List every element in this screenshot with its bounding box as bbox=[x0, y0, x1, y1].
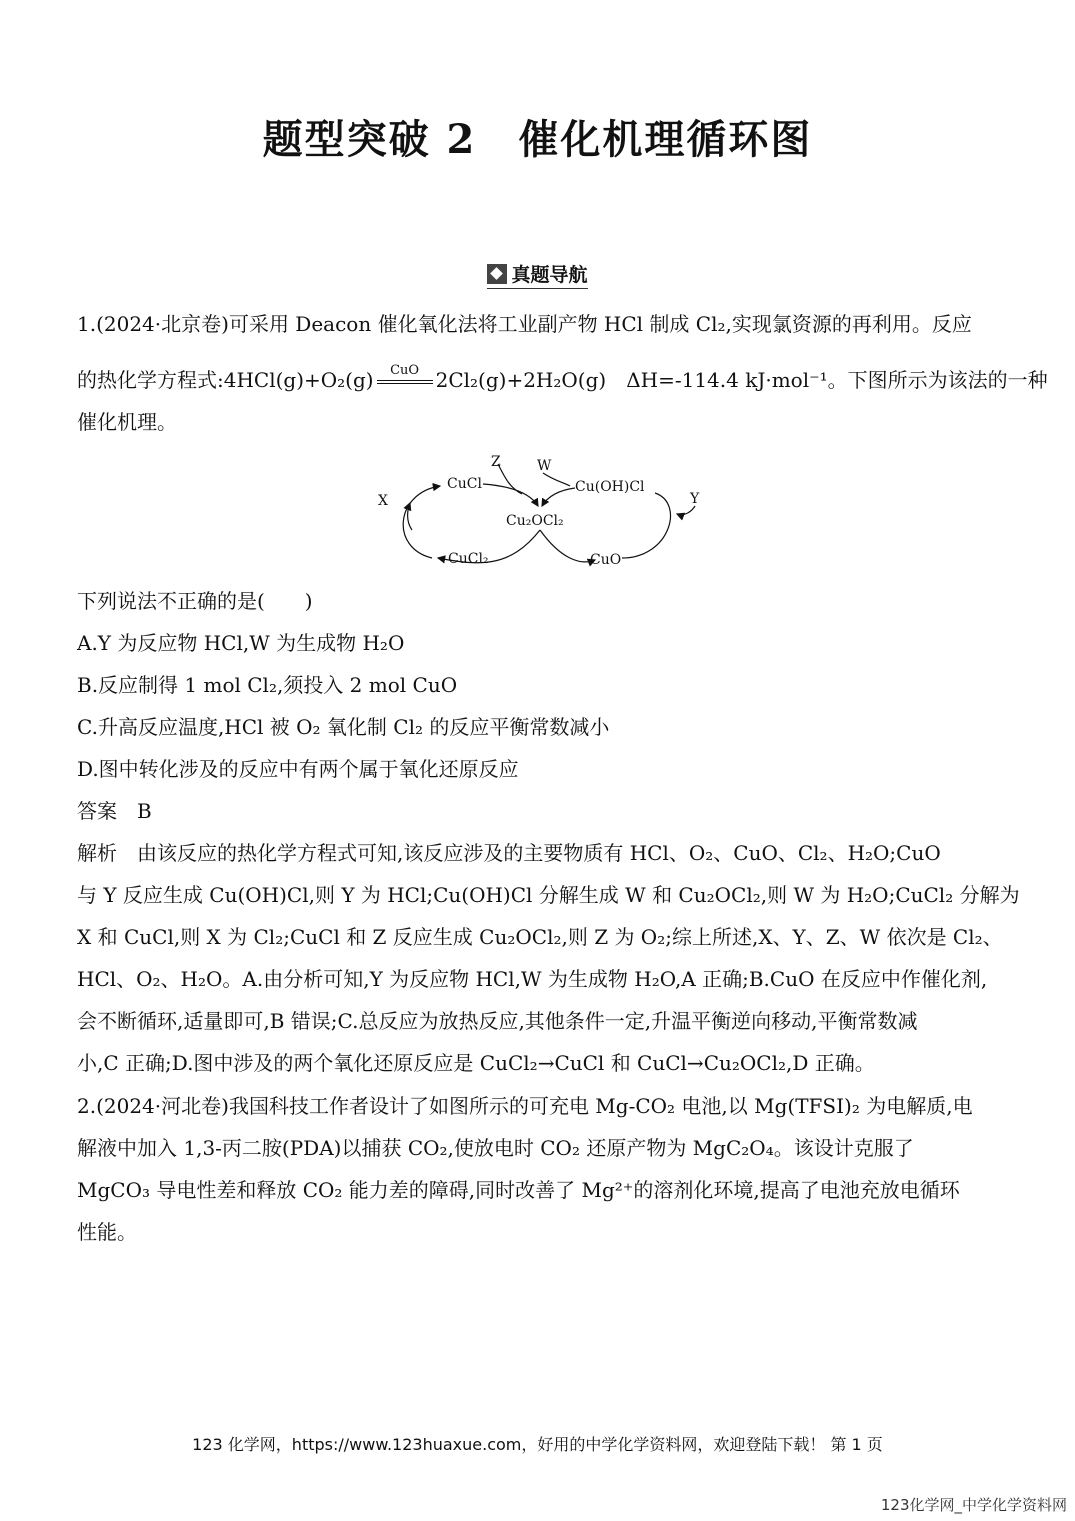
q2-line: 2.(2024·河北卷)我国科技工作者设计了如图所示的可充电 Mg-CO₂ 电池,以 Mg(TFSI)₂ 为电解质,电 bbox=[77, 1094, 973, 1118]
q2-line: 解液中加入 1,3-丙二胺(PDA)以捕获 CO₂,使放电时 CO₂ 还原产物为 MgC₂O₄。该设计克服了 bbox=[77, 1136, 914, 1160]
arrow-x-out bbox=[408, 503, 412, 530]
species-cuohcl: Cu(OH)Cl bbox=[575, 479, 645, 495]
label-y: Y bbox=[690, 491, 700, 507]
q2-line: 性能。 bbox=[77, 1220, 137, 1244]
analysis-line: HCl、O₂、H₂O。A.由分析可知,Y 为反应物 HCl,W 为生成物 H₂O,A 正确;B.CuO 在反应中作催化剂, bbox=[77, 967, 988, 991]
q1-stem: 下列说法不正确的是( ) bbox=[77, 589, 313, 613]
label-x: X bbox=[378, 493, 388, 509]
analysis-line: 小,C 正确;D.图中涉及的两个氧化还原反应是 CuCl₂→CuCl 和 CuCl→Cu₂OCl₂,D 正确。 bbox=[77, 1051, 875, 1075]
option-b: B.反应制得 1 mol Cl₂,须投入 2 mol CuO bbox=[77, 673, 458, 697]
option-d: D.图中转化涉及的反应中有两个属于氧化还原反应 bbox=[77, 757, 519, 781]
label-w: W bbox=[537, 458, 552, 474]
catalyst-arrow bbox=[377, 362, 433, 384]
analysis-line: 与 Y 反应生成 Cu(OH)Cl,则 Y 为 HCl;Cu(OH)Cl 分解生成 W 和 Cu₂OCl₂,则 W 为 H₂O;CuCl₂ 分解为 bbox=[77, 883, 1020, 907]
section-heading bbox=[0, 260, 1075, 289]
analysis-line: X 和 CuCl,则 X 为 Cl₂;CuCl 和 Z 反应生成 Cu₂OCl₂,则 Z 为 O₂;综上所述,X、Y、Z、W 依次是 Cl₂、 bbox=[77, 925, 1003, 949]
option-c: C.升高反应温度,HCl 被 O₂ 氧化制 Cl₂ 的反应平衡常数减小 bbox=[77, 715, 610, 739]
label-z: Z bbox=[491, 454, 501, 470]
answer: 答案 B bbox=[77, 799, 152, 823]
catalytic-cycle-diagram bbox=[370, 448, 710, 578]
arrow-cuohcl-to-cu2ocl2 bbox=[542, 488, 575, 506]
analysis-line: 会不断循环,适量即可,B 错误;C.总反应为放热反应,其他条件一定,升温平衡逆向移动,平衡常数减 bbox=[77, 1009, 918, 1033]
equation-left: 的热化学方程式:4HCl(g)+O₂(g) bbox=[77, 368, 374, 392]
species-cuo: CuO bbox=[590, 552, 622, 568]
page-title: 题型突破 2 催化机理循环图 bbox=[262, 116, 813, 163]
arrow-w-out bbox=[543, 473, 570, 486]
species-cucl2: CuCl₂ bbox=[448, 551, 489, 567]
cycle-arrow-right-upper bbox=[622, 493, 670, 558]
arrow-z-in bbox=[498, 464, 522, 494]
page-footer: 123 化学网，https://www.123huaxue.com，好用的中学化学资料网，欢迎登陆下载！ 第 1 页 bbox=[192, 1435, 883, 1454]
cycle-arrow-right-lower bbox=[540, 530, 595, 562]
q1-line2 bbox=[77, 362, 1048, 393]
q1-line1: 1.(2024·北京卷)可采用 Deacon 催化氧化法将工业副产物 HCl 制成 Cl₂,实现氯资源的再利用。反应 bbox=[77, 312, 972, 336]
catalyst-label: CuO bbox=[390, 362, 420, 378]
arrow-y-in bbox=[677, 506, 695, 515]
site-watermark: 123化学网_中学化学资料网 bbox=[880, 1496, 1067, 1514]
species-cucl: CuCl bbox=[447, 476, 482, 492]
equation-right: 2Cl₂(g)+2H₂O(g) ΔH=-114.4 kJ·mol⁻¹。下图所示为该法的一种 bbox=[435, 368, 1048, 392]
q1-line3: 催化机理。 bbox=[77, 410, 177, 434]
species-cu2ocl2: Cu₂OCl₂ bbox=[506, 513, 564, 529]
analysis-line: 解析 由该反应的热化学方程式可知,该反应涉及的主要物质有 HCl、O₂、CuO、Cl₂、H₂O;CuO bbox=[77, 841, 941, 865]
arrow-cucl-to-cu2ocl2 bbox=[483, 484, 538, 506]
q2-line: MgCO₃ 导电性差和释放 CO₂ 能力差的障碍,同时改善了 Mg²⁺的溶剂化环境,提高了电池充放电循环 bbox=[77, 1178, 960, 1202]
option-a: A.Y 为反应物 HCl,W 为生成物 H₂O bbox=[77, 631, 405, 655]
diamond-icon bbox=[487, 264, 507, 284]
section-label: 真题导航 bbox=[511, 264, 588, 286]
